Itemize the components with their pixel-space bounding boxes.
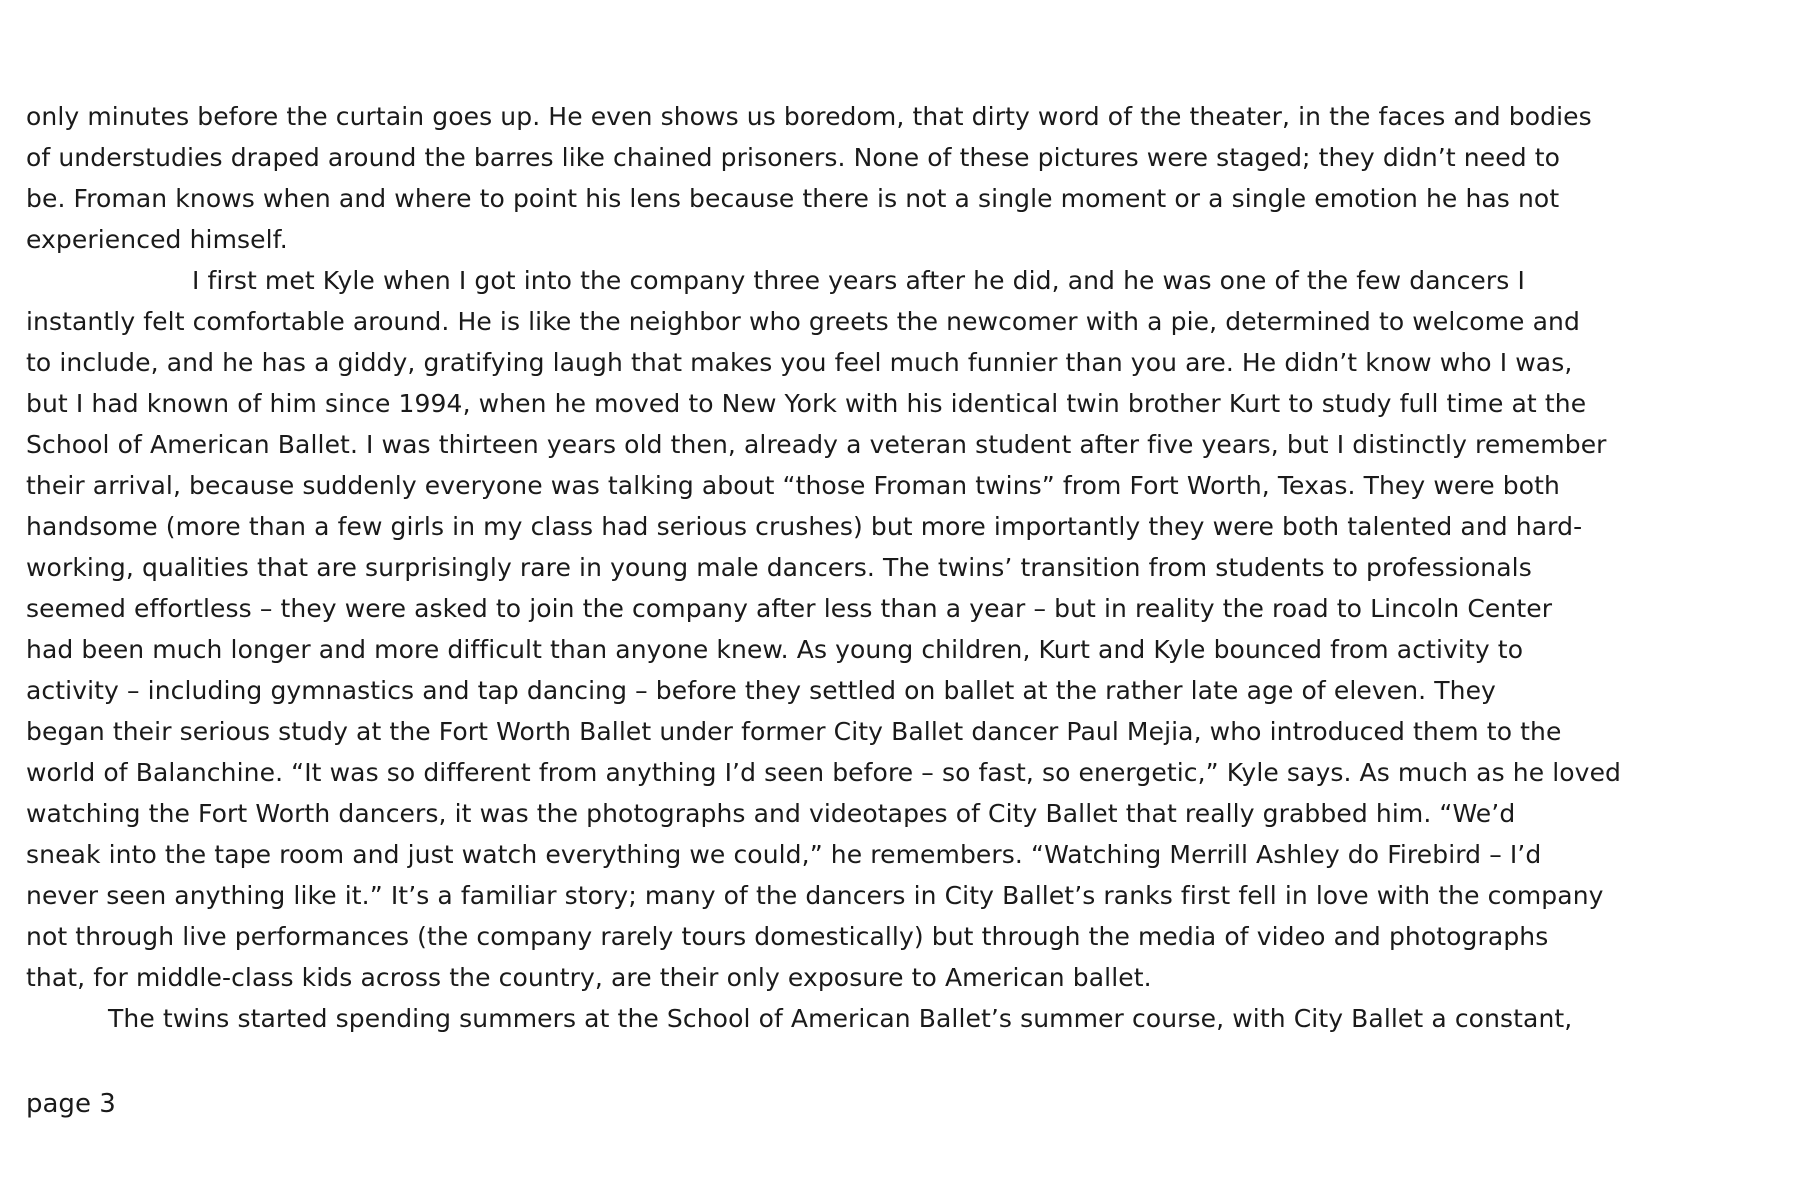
text-line: experienced himself. [26,225,288,254]
text-line: instantly felt comfortable around. He is like the neighbor who greets the newcomer with a pie, determined to welcome and [26,307,1580,336]
text-line: but I had known of him since 1994, when he moved to New York with his identical twin brother Kurt to study full time at the [26,389,1587,418]
text-line: handsome (more than a few girls in my class had serious crushes) but more importantly they were both talented and hard- [26,512,1583,541]
text-line: never seen anything like it.” It’s a familiar story; many of the dancers in City Ballet’s ranks first fell in love with the company [26,881,1604,910]
text-line: world of Balanchine. “It was so different from anything I’d seen before – so fast, so energetic,” Kyle says. As much as he loved [26,758,1622,787]
text-line: be. Froman knows when and where to point his lens because there is not a single moment or a single emotion he has not [26,184,1560,213]
text-line: watching the Fort Worth dancers, it was the photographs and videotapes of City Ballet that really grabbed him. “We’d [26,799,1516,828]
text-line: seemed effortless – they were asked to join the company after less than a year – but in reality the road to Lincoln Center [26,594,1553,623]
text-line: had been much longer and more difficult than anyone knew. As young children, Kurt and Kyle bounced from activity to [26,635,1524,664]
body-text [26,96,1796,1039]
text-line: School of American Ballet. I was thirteen years old then, already a veteran student after five years, but I distinctly remember [26,430,1607,459]
text-line: of understudies draped around the barres like chained prisoners. None of these pictures were staged; they didn’t need to [26,143,1561,172]
page-number: page 3 [26,1089,116,1119]
paragraph-start-line: I first met Kyle when I got into the company three years after he did, and he was one of the few dancers I [192,266,1525,295]
text-line: that, for middle-class kids across the country, are their only exposure to American ballet. [26,963,1152,992]
text-line: sneak into the tape room and just watch everything we could,” he remembers. “Watching Merrill Ashley do Firebird – I’d [26,840,1542,869]
text-line: only minutes before the curtain goes up. He even shows us boredom, that dirty word of the theater, in the faces and bodies [26,102,1592,131]
text-line: working, qualities that are surprisingly rare in young male dancers. The twins’ transition from students to professionals [26,553,1532,582]
text-line: began their serious study at the Fort Worth Ballet under former City Ballet dancer Paul Mejia, who introduced them to the [26,717,1562,746]
text-line: to include, and he has a giddy, gratifying laugh that makes you feel much funnier than you are. He didn’t know who I was, [26,348,1573,377]
text-line: their arrival, because suddenly everyone was talking about “those Froman twins” from Fort Worth, Texas. They were both [26,471,1560,500]
text-line: activity – including gymnastics and tap dancing – before they settled on ballet at the rather late age of eleven. They [26,676,1496,705]
paragraph-start-line: The twins started spending summers at the School of American Ballet’s summer course, with City Ballet a constant, [108,1004,1573,1033]
text-line: not through live performances (the company rarely tours domestically) but through the media of video and photographs [26,922,1549,951]
